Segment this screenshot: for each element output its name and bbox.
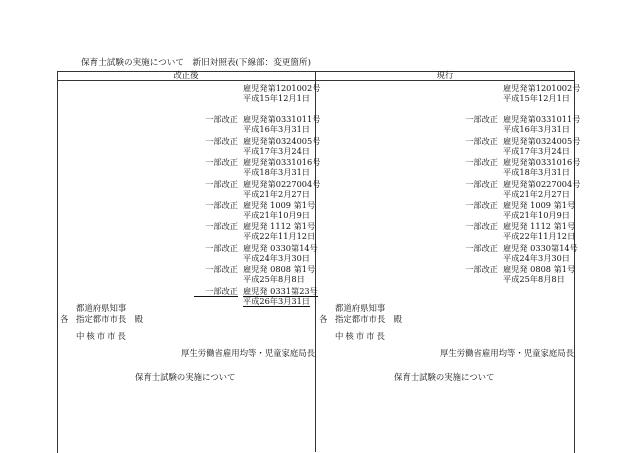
column-header-new: 改正後 [173,70,199,80]
old-notice-date: 平成21年2月27日 [503,188,570,199]
old-notice-number: 雇児発 0808 第1号 [503,264,576,275]
new-revision-label: 一部改正 [205,114,238,125]
old-notice-number: 雇児発第0227004号 [503,178,581,189]
new-notice-date: 平成26年3月31日 [243,295,310,306]
addressee-core-city-mayor-old: 中核市市長 [335,331,387,341]
sender-new: 厚生労働省雇用均等・児童家庭局長 [181,348,315,358]
new-revision-label: 一部改正 [205,242,238,253]
new-notice-date: 平成21年10月9日 [243,210,310,220]
document-title: 保育士試験の実施について 新旧対照表(下線部：変更箇所) [81,58,311,68]
old-notice-date: 平成21年10月9日 [503,210,570,220]
addressee-kaku-old: 各 [319,314,328,324]
new-notice-date: 平成21年2月27日 [243,188,310,199]
new-notice-number: 雇児発 0808 第1号 [243,264,316,275]
old-notice-date: 平成25年8月8日 [503,274,565,285]
addressee-designated-city-mayor-new: 指定都市市長 殿 [76,314,143,324]
column-header-old: 現行 [436,70,454,80]
old-revision-label: 一部改正 [465,200,498,210]
new-notice-date: 平成15年12月1日 [243,93,310,103]
old-notice-number: 雇児発第0331011号 [503,114,581,125]
new-notice-number: 雇児発第0331016号 [243,157,321,168]
new-revision-label: 一部改正 [205,200,238,210]
old-notice-date: 平成24年3月30日 [503,252,570,263]
new-notice-number: 雇児発 1112 第1号 [243,221,316,232]
new-revision-label: 一部改正 [205,264,238,275]
old-revision-label: 一部改正 [465,221,498,232]
addressee-kaku-new: 各 [60,314,69,324]
new-revision-label: 一部改正 [205,157,238,168]
old-notice-number: 雇児発第1201002号 [503,83,581,93]
old-notice-date: 平成18年3月31日 [503,167,570,178]
old-revision-label: 一部改正 [465,264,498,275]
subject-new: 保育士試験の実施について [135,372,236,382]
old-notice-date: 平成15年12月1日 [503,93,570,103]
old-notice-number: 雇児発 1009 第1号 [503,200,576,210]
old-notice-number: 雇児発 0330第14号 [503,242,578,253]
new-notice-number: 雇児発第0331011号 [243,114,321,125]
new-notice-date: 平成17年3月24日 [243,145,310,156]
addressee-prefectural-governor-new: 都道府県知事 [76,303,127,313]
old-notice-date: 平成22年11月12日 [503,231,576,242]
new-notice-number: 雇児発第0227004号 [243,178,321,189]
old-notice-number: 雇児発 1112 第1号 [503,221,576,232]
new-notice-date: 平成25年8月8日 [243,274,305,285]
column-divider [315,71,316,452]
new-notice-date: 平成16年3月31日 [243,124,310,135]
old-revision-label: 一部改正 [465,242,498,253]
new-notice-number: 雇児発第0324005号 [243,135,321,146]
new-notice-date: 平成24年3月30日 [243,252,310,263]
new-notice-number: 雇児発 1009 第1号 [243,200,316,210]
old-notice-number: 雇児発第0331016号 [503,157,581,168]
sender-old: 厚生労働省雇用均等・児童家庭局長 [440,348,574,358]
new-notice-date: 平成22年11月12日 [243,231,316,242]
new-notice-number: 雇児発第1201002号 [243,83,321,93]
new-notice-number: 雇児発 0331第23号 [243,285,318,296]
old-revision-label: 一部改正 [465,135,498,146]
old-revision-label: 一部改正 [465,157,498,168]
addressee-core-city-mayor-new: 中核市市長 [76,331,128,341]
old-notice-date: 平成16年3月31日 [503,124,570,135]
header-divider [57,80,574,81]
old-notice-number: 雇児発第0324005号 [503,135,581,146]
subject-old: 保育士試験の実施について [394,372,495,382]
old-revision-label: 一部改正 [465,114,498,125]
addressee-designated-city-mayor-old: 指定都市市長 殿 [335,314,402,324]
new-revision-label: 一部改正 [205,135,238,146]
new-revision-label: 一部改正 [205,178,238,189]
old-notice-date: 平成17年3月24日 [503,145,570,156]
new-notice-number: 雇児発 0330第14号 [243,242,318,253]
new-notice-date: 平成18年3月31日 [243,167,310,178]
new-revision-label: 一部改正 [205,221,238,232]
comparison-table-frame [57,71,575,453]
new-revision-label: 一部改正 [194,286,238,297]
addressee-prefectural-governor-old: 都道府県知事 [335,303,386,313]
old-revision-label: 一部改正 [465,178,498,189]
